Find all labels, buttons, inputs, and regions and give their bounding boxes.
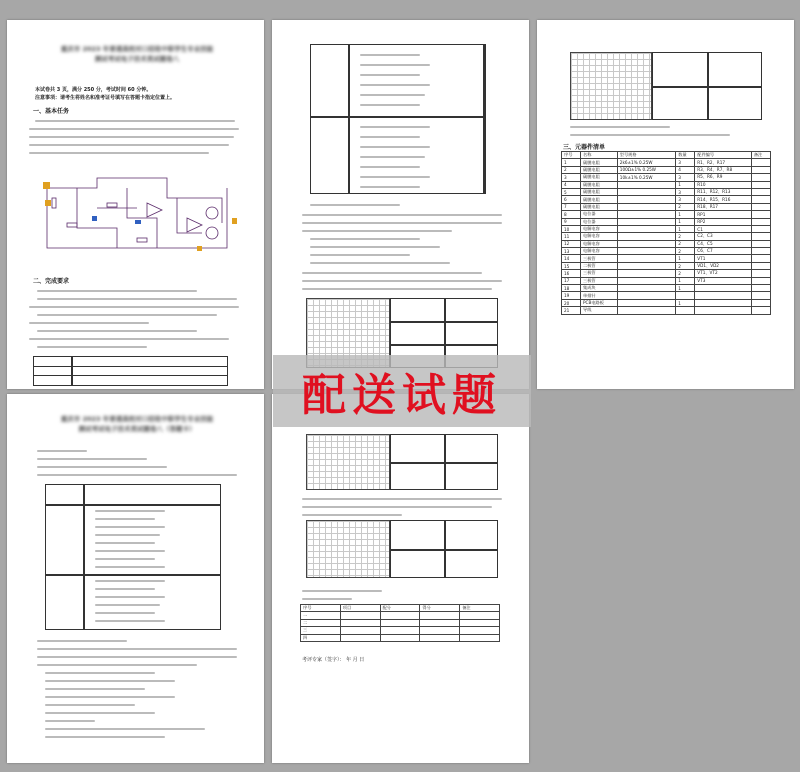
table-row [562, 166, 771, 173]
table-cell: 二极管 [581, 262, 618, 269]
table-cell: 1 [676, 181, 695, 188]
table-cell [751, 262, 770, 269]
table-cell [751, 203, 770, 210]
table-cell: 6 [562, 196, 581, 203]
header-cell: 项目 [340, 605, 380, 612]
table-cell: 4 [562, 181, 581, 188]
table-cell: 15 [562, 262, 581, 269]
table-row [301, 619, 500, 626]
table-cell: 11 [562, 233, 581, 240]
table-cell [751, 233, 770, 240]
table-cell: R18、R17 [695, 203, 752, 210]
table-cell [751, 299, 770, 306]
table-cell [751, 292, 770, 299]
oscilloscope-grid-2 [570, 52, 652, 120]
table-cell: 1 [676, 255, 695, 262]
table-cell [460, 619, 500, 626]
table-cell: 20 [562, 299, 581, 306]
table-cell: 8 [562, 211, 581, 218]
table-cell [617, 211, 675, 218]
table-cell: R5、R6、R9 [695, 174, 752, 181]
table-row [301, 612, 500, 619]
table-cell: 二 [301, 619, 341, 626]
table-cell: 10 [562, 225, 581, 232]
table-cell [617, 307, 675, 314]
header-cell: 备注 [751, 152, 770, 159]
table-cell [340, 634, 380, 641]
table-row [562, 255, 771, 262]
table-cell [751, 277, 770, 284]
header-cell: 数量 [676, 152, 695, 159]
table-cell: VD1、VD2 [695, 262, 752, 269]
table-row [562, 159, 771, 166]
table-cell [676, 307, 695, 314]
table-cell [617, 181, 675, 188]
table-cell: C2、C3 [695, 233, 752, 240]
table-cell: C1 [695, 225, 752, 232]
table-row [562, 292, 771, 299]
table-cell: 三 [301, 627, 341, 634]
table-cell: 三极管 [581, 277, 618, 284]
signature-line: 考评专家（签字）： 年 月 日 [302, 657, 365, 663]
page-3 [537, 20, 794, 389]
table-cell [751, 188, 770, 195]
table-cell [695, 292, 752, 299]
oscilloscope-grid-4 [306, 520, 390, 578]
table-cell [617, 196, 675, 203]
table-cell: 16 [562, 270, 581, 277]
table-cell: 1 [562, 159, 581, 166]
table-cell: 17 [562, 277, 581, 284]
table-cell: R11、R12、R13 [695, 188, 752, 195]
table-cell: PCB电路板 [581, 299, 618, 306]
table-cell: C6、C7 [695, 248, 752, 255]
table-cell: 导线 [581, 307, 618, 314]
table-cell: 1 [676, 211, 695, 218]
table-cell: 19 [562, 292, 581, 299]
table-cell [617, 203, 675, 210]
table-row [562, 196, 771, 203]
watermark-banner [273, 355, 531, 427]
table-cell [695, 285, 752, 292]
table-cell [676, 292, 695, 299]
watermark-text: 配送试题 [302, 370, 502, 421]
scoring-table [300, 604, 500, 642]
table-cell: 电解电容 [581, 233, 618, 240]
table-cell [420, 634, 460, 641]
table-cell: 3 [562, 174, 581, 181]
page-4 [7, 394, 264, 763]
table-cell [751, 174, 770, 181]
table-row [562, 233, 771, 240]
table-row [562, 188, 771, 195]
table-cell [617, 277, 675, 284]
table-cell [695, 299, 752, 306]
table-cell [751, 255, 770, 262]
table-cell: RP1 [695, 211, 752, 218]
table-cell: 集成块 [581, 285, 618, 292]
table-cell: 10k±1% 0.25W [617, 174, 675, 181]
table-cell: 21 [562, 307, 581, 314]
table-cell [751, 240, 770, 247]
table-cell [617, 270, 675, 277]
header-cell: 名称 [581, 152, 618, 159]
table-cell: 1 [676, 277, 695, 284]
table-cell: 碳膜电阻 [581, 166, 618, 173]
table-cell: 电解电容 [581, 248, 618, 255]
table-cell [340, 612, 380, 619]
table-cell: 三极管 [581, 255, 618, 262]
page-5 [272, 394, 529, 763]
oscilloscope-grid-3 [306, 434, 390, 490]
table-cell: 电解电容 [581, 240, 618, 247]
table-cell: R3、R4、R7、R8 [695, 166, 752, 173]
table-cell [340, 627, 380, 634]
table-cell: 1 [676, 225, 695, 232]
table-cell [617, 225, 675, 232]
table-cell: RP2 [695, 218, 752, 225]
table-cell: 电位器 [581, 218, 618, 225]
table-cell: 13 [562, 248, 581, 255]
table-row [562, 285, 771, 292]
table-cell: VT3 [695, 277, 752, 284]
table-cell [751, 285, 770, 292]
header-cell: 序号 [562, 152, 581, 159]
table-cell [751, 166, 770, 173]
table-cell [460, 634, 500, 641]
table-cell [751, 196, 770, 203]
table-cell: 3 [676, 188, 695, 195]
table-cell: 一 [301, 612, 341, 619]
header-cell: 配分 [380, 605, 420, 612]
table-cell [751, 248, 770, 255]
table-row [301, 627, 500, 634]
table-cell: 14 [562, 255, 581, 262]
table-cell: VT1 [695, 255, 752, 262]
table-cell [420, 612, 460, 619]
table-cell [695, 307, 752, 314]
header-cell: 得分 [420, 605, 460, 612]
table-cell: 单排针 [581, 292, 618, 299]
table-cell [751, 307, 770, 314]
table-cell: 2 [676, 240, 695, 247]
table-row [562, 248, 771, 255]
table-cell: 3 [676, 174, 695, 181]
table-row [562, 299, 771, 306]
table-cell: 7 [562, 203, 581, 210]
table-cell: 碳膜电阻 [581, 188, 618, 195]
table-cell: 三极管 [581, 270, 618, 277]
table-cell [617, 285, 675, 292]
table-cell: VT1、VT2 [695, 270, 752, 277]
table-cell: 12 [562, 240, 581, 247]
table-cell: 四 [301, 634, 341, 641]
table-cell: R1、R2、R17 [695, 159, 752, 166]
table-row [562, 174, 771, 181]
section-basic-task: 一、基本任务 [33, 108, 70, 115]
table-cell [617, 240, 675, 247]
table-cell: R14、R15、R16 [695, 196, 752, 203]
parts-table [561, 151, 771, 315]
table-cell [617, 188, 675, 195]
header-cell: 备注 [460, 605, 500, 612]
table-cell [617, 299, 675, 306]
table-cell: C4、C5 [695, 240, 752, 247]
table-cell: 2 [676, 233, 695, 240]
table-row [562, 218, 771, 225]
table-row [562, 262, 771, 269]
exam-notes: 本试卷共 3 页，满分 250 分，考试时间 60 分钟。 注意事项：请考生将姓名和准考证号填写在答题卡指定位置上。 [35, 87, 176, 101]
answer-table [310, 44, 484, 194]
table-row [562, 211, 771, 218]
table-cell: 碳膜电阻 [581, 159, 618, 166]
table-cell: 3 [676, 196, 695, 203]
table-cell: 2k6±1% 0.25W [617, 159, 675, 166]
table-cell [420, 619, 460, 626]
page-4-title: 重庆市 2023 年普通高校对口招收中职学生专业技能 测试考试电子技术类试题卷八（答题卡） [60, 415, 214, 433]
table-cell: 1 [676, 285, 695, 292]
table-cell: 2 [676, 262, 695, 269]
table-cell: 5 [562, 188, 581, 195]
table-cell [460, 627, 500, 634]
header-cell: 配件编号 [695, 152, 752, 159]
table-cell [380, 619, 420, 626]
table-cell: 2 [676, 270, 695, 277]
table-cell [380, 627, 420, 634]
table-cell [751, 159, 770, 166]
table-row [562, 240, 771, 247]
table-cell: 2 [676, 248, 695, 255]
parts-table-header [562, 152, 771, 159]
table-cell: 电位器 [581, 211, 618, 218]
table-cell [617, 218, 675, 225]
section-requirements: 二、完成要求 [33, 278, 70, 285]
scoring-header [301, 605, 500, 612]
table-row [562, 277, 771, 284]
table-cell [380, 612, 420, 619]
table-cell: 2 [676, 203, 695, 210]
table-cell: 2 [562, 166, 581, 173]
page-1 [7, 20, 264, 389]
table-cell [751, 211, 770, 218]
table-cell [617, 233, 675, 240]
table-cell: 碳膜电阻 [581, 203, 618, 210]
table-cell: 碳膜电阻 [581, 181, 618, 188]
table-cell [751, 225, 770, 232]
table-cell: 电解电容 [581, 225, 618, 232]
table-row [562, 181, 771, 188]
table-cell [751, 181, 770, 188]
header-cell: 序号 [301, 605, 341, 612]
table-cell [751, 270, 770, 277]
header-cell: 型号规格 [617, 152, 675, 159]
table-cell: 碳膜电阻 [581, 174, 618, 181]
table-row [562, 225, 771, 232]
table-cell: 9 [562, 218, 581, 225]
table-cell: 100Ω±1% 0.25W [617, 166, 675, 173]
table-cell: 4 [676, 166, 695, 173]
table-row [301, 634, 500, 641]
table-cell [617, 248, 675, 255]
table-cell [617, 292, 675, 299]
table-cell: 1 [676, 218, 695, 225]
table-cell [617, 262, 675, 269]
table-cell [380, 634, 420, 641]
table-cell [751, 218, 770, 225]
table-row [562, 307, 771, 314]
table-cell: 碳膜电阻 [581, 196, 618, 203]
section-parts-list: 三、元器件清单 [563, 144, 606, 151]
table-cell [420, 627, 460, 634]
table-cell: R10 [695, 181, 752, 188]
page-title: 重庆市 2023 年普通高校对口招收中职学生专业技能 测试考试电子技术类试题卷八 [60, 45, 214, 63]
table-cell: 1 [676, 299, 695, 306]
table-row [562, 203, 771, 210]
table-cell: 18 [562, 285, 581, 292]
table-cell: 3 [676, 159, 695, 166]
page-2 [272, 20, 529, 389]
table-cell [340, 619, 380, 626]
table-cell [617, 255, 675, 262]
circuit-schematic [37, 168, 237, 268]
table-row [562, 270, 771, 277]
table-cell [460, 612, 500, 619]
